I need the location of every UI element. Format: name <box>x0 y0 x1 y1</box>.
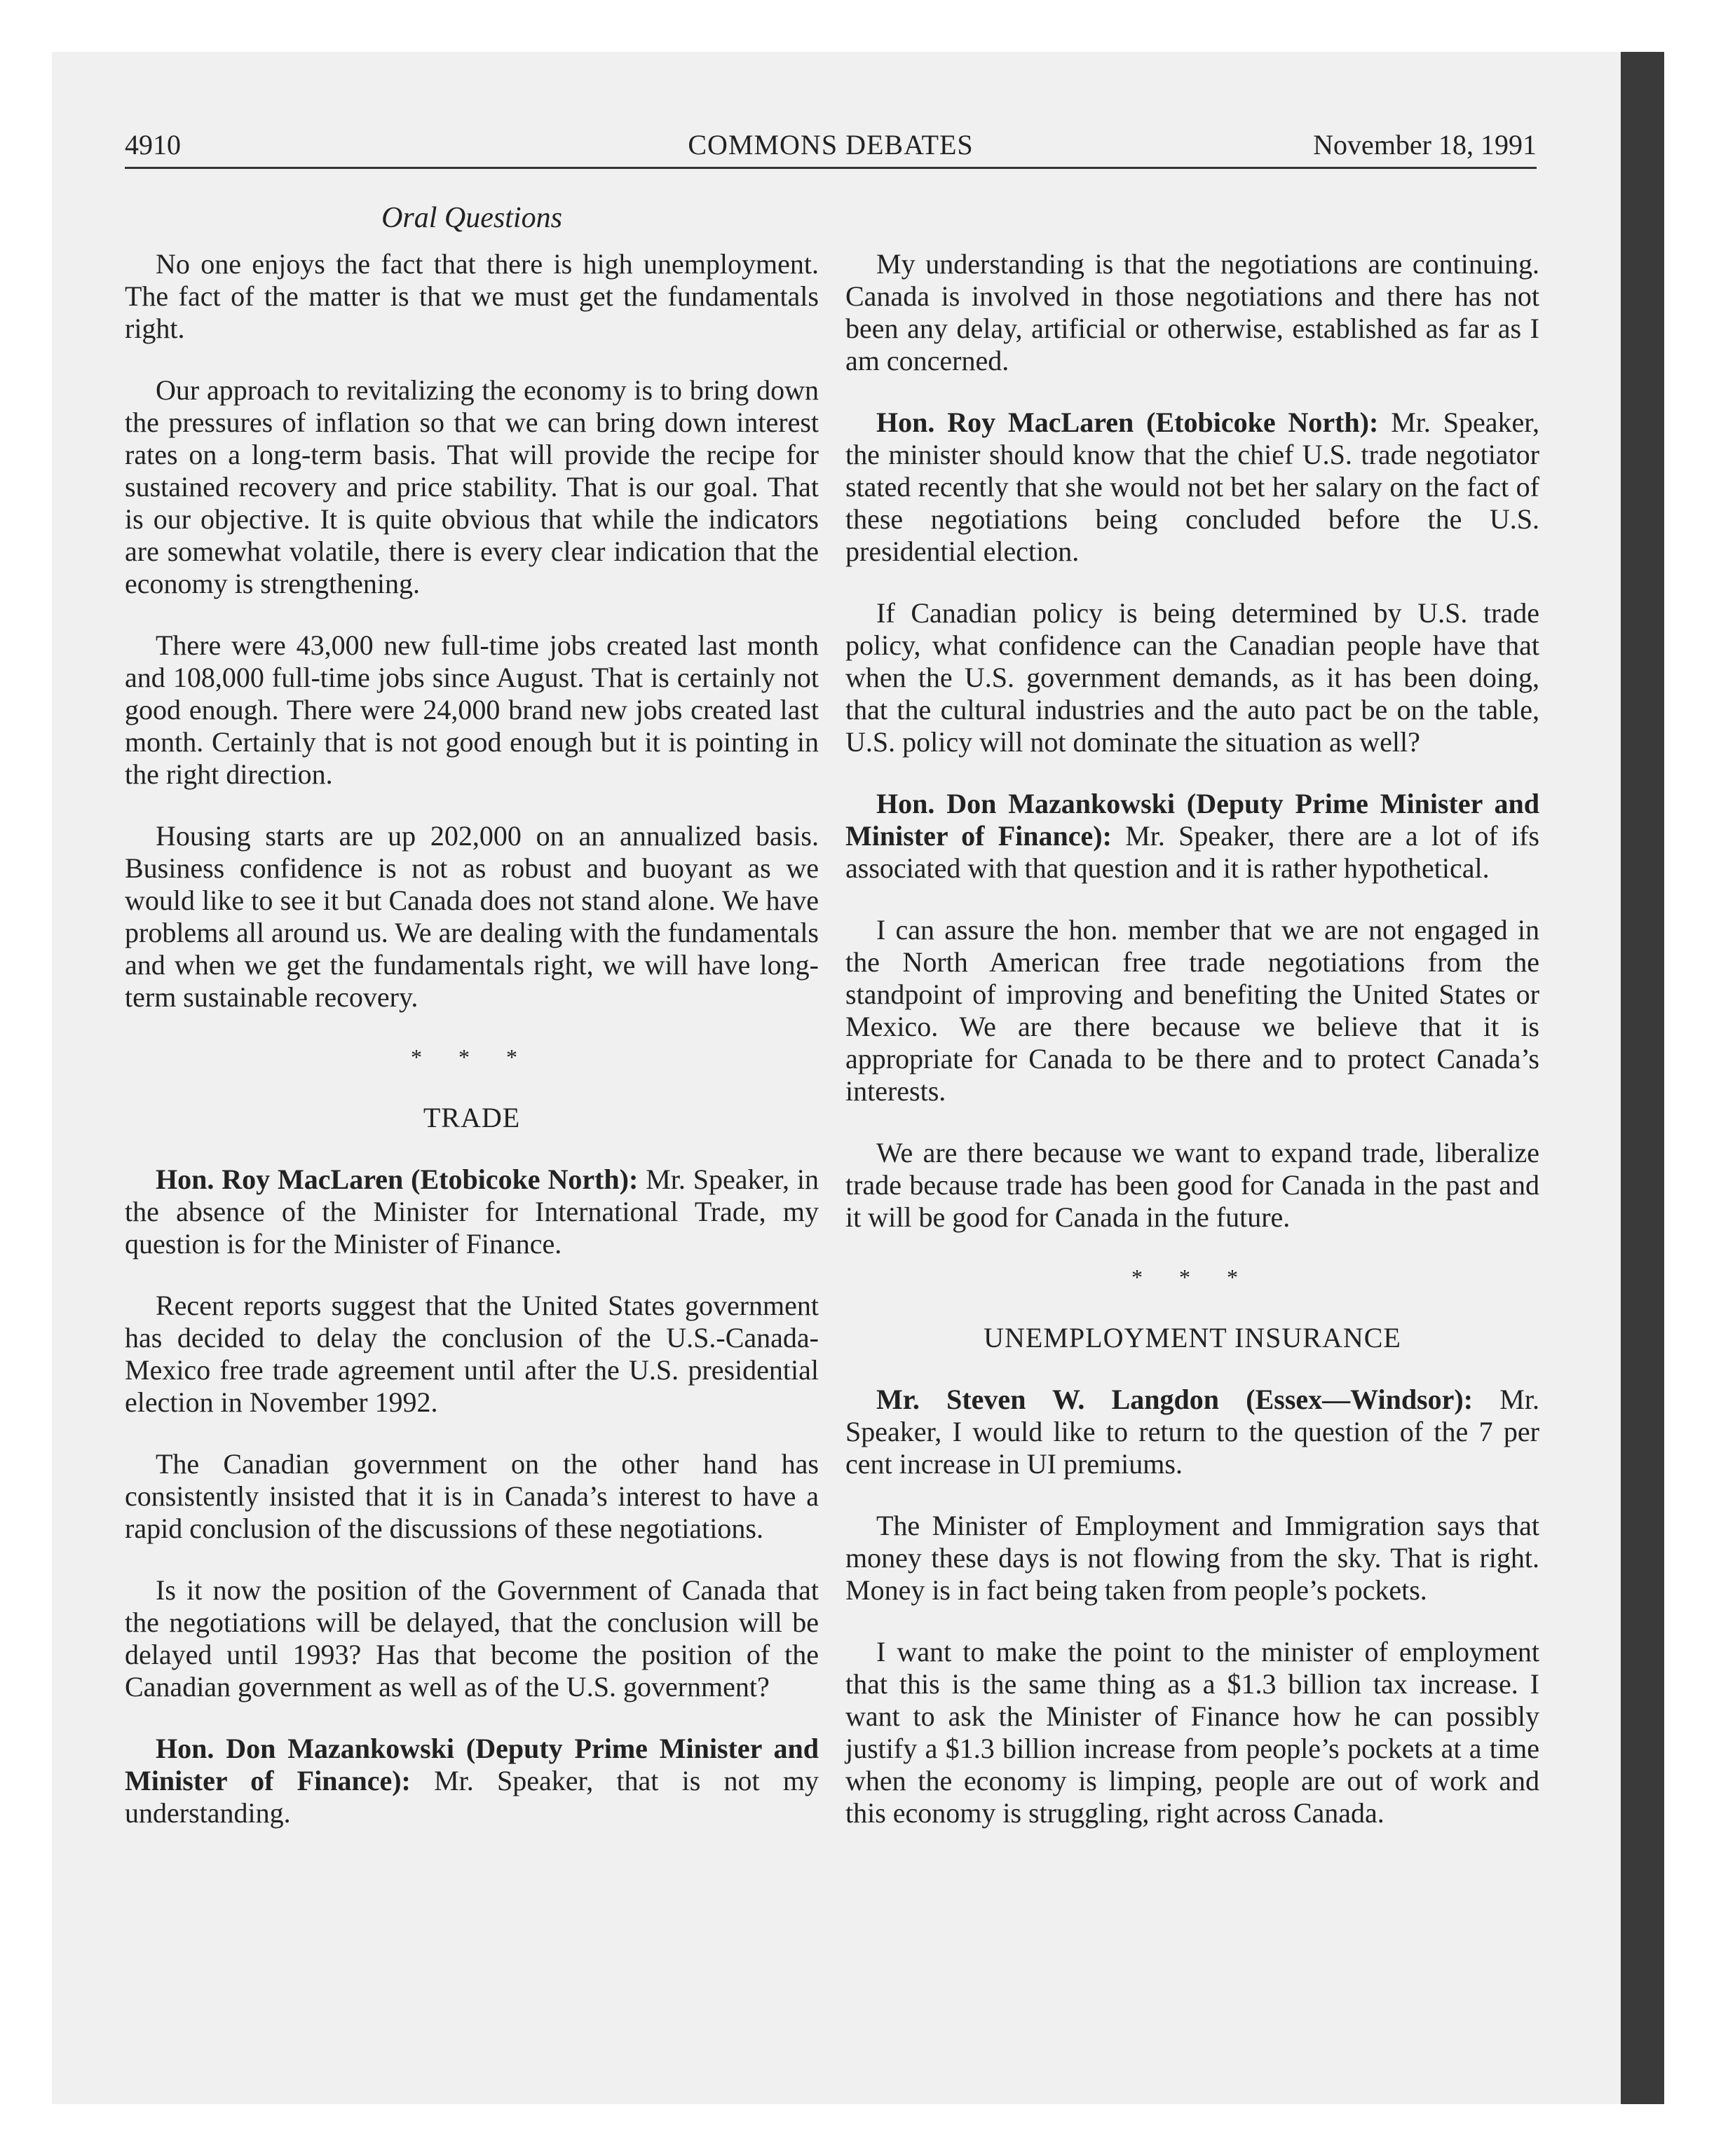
speech-paragraph <box>125 1164 819 1260</box>
paragraph-text: Mr. Speaker, I would like to return to the question of the 7 per cent increase in UI premiums. <box>845 1384 1539 1480</box>
paragraph-text: I want to make the point to the minister of employment that this is the same thing as a $1.3 billion tax increase. I want to ask the Minister of Finance how he can possibly justify a $1.3 billion increase from people’s pockets at a time when the economy is limping, people are out of work and this economy is struggling, right across Canada. <box>845 1636 1539 1829</box>
section-label: Oral Questions <box>381 202 562 234</box>
paragraph-text: My understanding is that the negotiations are continuing. Canada is involved in those negotiations and there has not been any delay, artificial or otherwise, established as far as I am concerned. <box>845 248 1539 376</box>
paragraph-text: Mr. Speaker, in the absence of the Minister for International Trade, my question is for the Minister of Finance. <box>125 1164 819 1260</box>
paragraph-text: Mr. Speaker, there are a lot of ifs associated with that question and it is rather hypothetical. <box>845 820 1540 884</box>
speaker-name: Mr. Steven W. Langdon (Essex—Windsor): <box>876 1384 1474 1415</box>
running-header <box>125 123 1537 169</box>
speaker-name: Hon. Don Mazankowski (Deputy Prime Minister and Minister of Finance): <box>845 788 1539 852</box>
paragraph <box>125 629 819 791</box>
section-heading: TRADE <box>423 1102 521 1133</box>
speech-paragraph <box>845 1384 1539 1480</box>
speaker-name: Hon. Roy MacLaren (Etobicoke North): <box>156 1164 639 1195</box>
section-separator: * * * <box>411 1044 533 1070</box>
paragraph-text: We are there because we want to expand trade, liberalize trade because trade has been good for Canada in the past and it will be good for Canada in the future. <box>845 1137 1539 1233</box>
paragraph-text: Our approach to revitalizing the economy is to bring down the pressures of inflation so that we can bring down interest rates on a long-term basis. That will provide the recipe for sustained recovery and price stability. That is our goal. That is our objective. It is quite obvious that while the indicators are somewhat volatile, there is every clear indication that the economy is strengthening. <box>125 374 819 599</box>
paragraph <box>845 248 1539 377</box>
paragraph-text: Is it now the position of the Government of Canada that the negotiations will be delayed, that the conclusion will be delayed until 1993? Has that become the position of the Canadian government as well as of the U.S. government? <box>125 1574 819 1703</box>
paragraph-text: There were 43,000 new full-time jobs created last month and 108,000 full-time jobs since August. That is certainly not good enough. There were 24,000 brand new jobs created last month. Certainly that is not good enough but it is pointing in the right direction. <box>125 629 819 790</box>
speaker-name: Hon. Roy MacLaren (Etobicoke North): <box>876 407 1379 438</box>
paragraph-text: The Canadian government on the other hand has consistently insisted that it is in Canada’s interest to have a rapid conclusion of the discussions of these negotiations. <box>125 1448 819 1544</box>
paragraph <box>845 914 1539 1107</box>
paragraph <box>845 597 1539 758</box>
speaker-name: Hon. Don Mazankowski (Deputy Prime Minister and Minister of Finance): <box>125 1733 819 1796</box>
paragraph <box>845 1510 1539 1606</box>
right-column <box>845 248 1539 1859</box>
paragraph <box>125 248 819 345</box>
paragraph-text: Housing starts are up 202,000 on an annualized basis. Business confidence is not as robust and buoyant as we would like to see it but Canada does not stand alone. We have problems all around us. We are dealing with the fundamentals and when we get the fundamentals right, we will have long-term sustainable recovery. <box>125 820 819 1013</box>
paragraph-text: Mr. Speaker, that is not my understanding. <box>125 1765 819 1829</box>
paragraph <box>845 1137 1539 1234</box>
section-heading: UNEMPLOYMENT INSURANCE <box>984 1322 1401 1353</box>
paragraph <box>845 1636 1539 1829</box>
paragraph-text: No one enjoys the fact that there is high unemployment. The fact of the matter is that we must get the fundamentals right. <box>125 248 819 344</box>
publication-title: COMMONS DEBATES <box>688 129 974 161</box>
paragraph-text: Recent reports suggest that the United States government has decided to delay the conclusion of the U.S.-Canada-Mexico free trade agreement until after the U.S. presidential election in November 1992. <box>125 1290 819 1418</box>
left-column <box>125 248 819 1859</box>
paragraph-text: The Minister of Employment and Immigration says that money these days is not flowing from the sky. That is right. Money is in fact being taken from people’s pockets. <box>845 1510 1539 1606</box>
speech-paragraph <box>845 788 1539 885</box>
paragraph <box>125 820 819 1014</box>
paragraph-text: I can assure the hon. member that we are not engaged in the North American free trade negotiations from the standpoint of improving and benefiting the United States or Mexico. We are there because we believe that it is appropriate for Canada to be there and to protect Canada’s interests. <box>845 914 1539 1107</box>
paragraph <box>125 1290 819 1419</box>
speech-paragraph <box>845 407 1539 568</box>
page-number: 4910 <box>125 129 181 161</box>
paragraph-text: Mr. Speaker, the minister should know that the chief U.S. trade negotiator stated recently that she would not bet her salary on the fact of these negotiations being concluded before the U.S. presidential election. <box>845 407 1539 567</box>
paragraph <box>125 1574 819 1703</box>
scan-edge-shadow <box>1621 52 1664 2104</box>
speech-paragraph <box>125 1733 819 1829</box>
publication-date: November 18, 1991 <box>1313 129 1537 161</box>
section-separator: * * * <box>1131 1264 1253 1290</box>
paragraph <box>125 374 819 600</box>
paragraph-text: If Canadian policy is being determined by U.S. trade policy, what confidence can the Canadian people have that when the U.S. government demands, as it has been doing, that the cultural industries and the auto pact be on the table, U.S. policy will not dominate the situation as well? <box>845 597 1539 758</box>
paragraph <box>125 1448 819 1545</box>
